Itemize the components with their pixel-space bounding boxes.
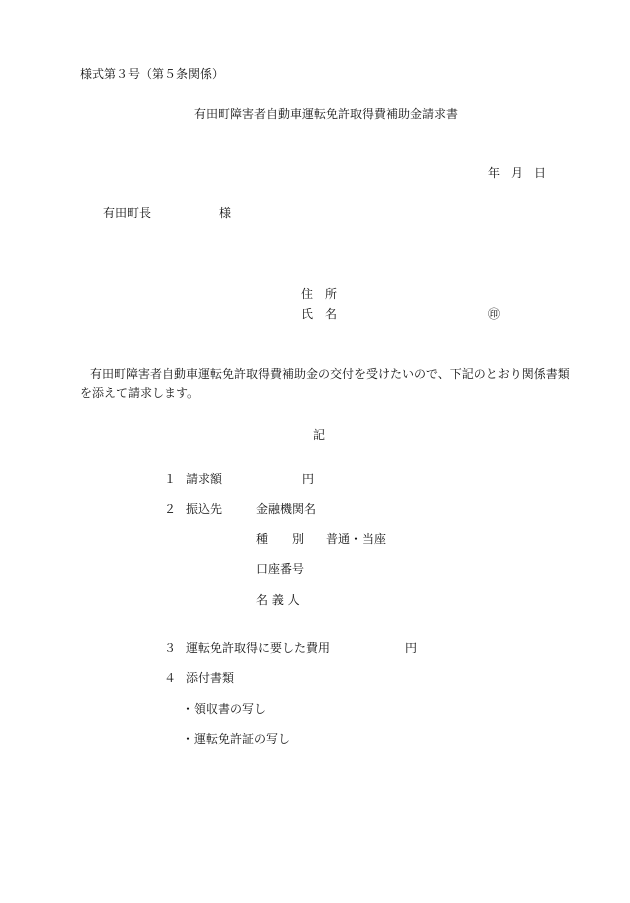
item4-label: 添付書類	[186, 671, 235, 685]
date-year-label: 年	[488, 166, 501, 180]
applicant-address-label: 住 所	[301, 287, 338, 301]
attachment-item: ・領収書の写し	[182, 702, 267, 716]
item1-label: 請求額	[186, 472, 223, 486]
bank-name-label: 金融機関名	[256, 502, 317, 516]
item2-label: 振込先	[186, 502, 223, 516]
document-title: 有田町障害者自動車運転免許取得費補助金請求書	[194, 107, 459, 121]
item1-unit: 円	[302, 472, 315, 486]
attachment-item: ・運転免許証の写し	[182, 732, 291, 746]
applicant-name-label: 氏 名	[301, 307, 338, 321]
body-text-line1: 有田町障害者自動車運転免許取得費補助金の交付を受けたいので、下記のとおり関係書類	[90, 367, 570, 381]
body-text-line2: を添えて請求します。	[80, 386, 200, 400]
addressee-name: 有田町長	[103, 206, 152, 220]
item3-label: 運転免許取得に要した費用	[186, 641, 331, 655]
item1-number: １	[164, 472, 177, 486]
account-type-label: 種 別	[256, 532, 305, 546]
item3-number: ３	[164, 641, 177, 655]
ki-heading: 記	[313, 428, 326, 442]
seal-mark: ㊞	[488, 307, 501, 321]
item3-unit: 円	[405, 641, 418, 655]
item2-number: ２	[164, 502, 177, 516]
form-number: 様式第３号（第５条関係）	[80, 67, 225, 81]
date-month-label: 月	[511, 166, 524, 180]
date-day-label: 日	[534, 166, 547, 180]
account-holder-label: 名 義 人	[256, 593, 300, 607]
account-number-label: 口座番号	[256, 562, 305, 576]
account-type-value: 普通・当座	[326, 532, 387, 546]
addressee-honorific: 様	[219, 206, 232, 220]
item4-number: ４	[164, 671, 177, 685]
